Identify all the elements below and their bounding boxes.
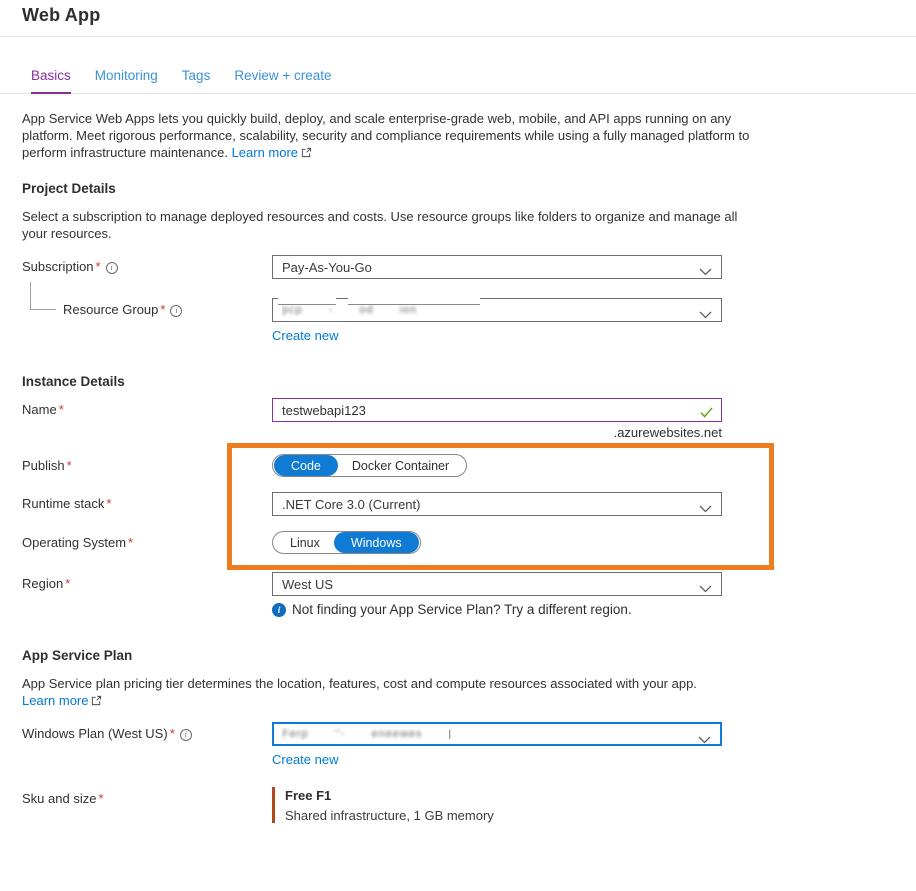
subscription-label-text: Subscription [22, 259, 94, 274]
runtime-stack-label [22, 492, 272, 511]
runtime-stack-dropdown[interactable] [272, 492, 722, 516]
redacted-fragment: ion [399, 304, 418, 316]
operating-system-label-text: Operating System [22, 535, 127, 550]
operating-system-label [22, 531, 272, 550]
tab-bar [0, 68, 916, 94]
name-input[interactable] [282, 403, 695, 418]
windows-plan-dropdown[interactable] [272, 722, 722, 746]
required-marker: * [160, 302, 166, 317]
windows-plan-value-redacted [282, 728, 452, 740]
subscription-dropdown[interactable] [272, 255, 722, 279]
info-icon[interactable]: i [180, 729, 192, 741]
required-marker: * [95, 259, 101, 274]
chevron-down-icon [699, 264, 712, 279]
redacted-fragment: Ferp [282, 728, 309, 740]
runtime-stack-value: .NET Core 3.0 (Current) [282, 496, 421, 512]
publish-option-code[interactable]: Code [274, 455, 338, 476]
app-service-plan-description [22, 675, 758, 710]
region-value: West US [282, 576, 334, 592]
chevron-down-icon [699, 307, 712, 322]
name-row [22, 398, 892, 440]
runtime-stack-row [22, 492, 892, 516]
highlighted-group [22, 454, 892, 554]
redacted-fragment: eneewes [371, 728, 423, 740]
tree-connector [30, 282, 56, 310]
intro-text: App Service Web Apps lets you quickly build, deploy, and scale enterprise-grade web, mobile, and API apps running on any platform. Meet rigorous performance, scalability, security and compliance requirements while using a fully managed platform to perform infrastructure maintenance. [22, 111, 750, 160]
sku-label [22, 787, 272, 806]
redacted-fragment: od [359, 304, 374, 316]
runtime-stack-label-text: Runtime stack [22, 496, 105, 511]
region-label [22, 572, 272, 591]
info-filled-icon: i [272, 603, 286, 617]
page-title: Web App [22, 5, 101, 25]
sku-name: Free F1 [285, 788, 332, 803]
redacted-fragment: - [328, 304, 334, 316]
resource-group-create-new-link[interactable]: Create new [272, 328, 339, 343]
windows-plan-create-new-link[interactable]: Create new [272, 752, 339, 767]
resource-group-label [22, 298, 272, 317]
windows-plan-label [22, 722, 272, 741]
resource-group-value-redacted [282, 304, 417, 316]
region-row [22, 572, 892, 617]
region-label-text: Region [22, 576, 64, 591]
operating-system-row [22, 531, 892, 554]
subscription-label [22, 255, 272, 274]
name-label-text: Name [22, 402, 57, 417]
intro-paragraph [22, 110, 758, 162]
windows-plan-row [22, 722, 892, 767]
tab-monitoring[interactable]: Monitoring [94, 68, 158, 83]
chevron-down-icon [699, 581, 712, 596]
external-link-icon [91, 693, 102, 710]
learn-more-label: Learn more [231, 145, 299, 160]
required-marker: * [169, 726, 175, 741]
publish-label-text: Publish [22, 458, 65, 473]
publish-toggle [272, 454, 467, 477]
region-info-message [272, 602, 722, 617]
domain-suffix: .azurewebsites.net [613, 425, 722, 440]
region-info-text: Not finding your App Service Plan? Try a different region. [292, 602, 632, 617]
resource-group-row [22, 298, 892, 343]
sku-description: Shared infrastructure, 1 GB memory [285, 808, 494, 823]
redacted-fragment: | [448, 728, 453, 740]
instance-details-heading: Instance Details [22, 374, 125, 389]
redacted-fragment: pcp [282, 304, 303, 316]
required-marker: * [65, 576, 71, 591]
name-label [22, 398, 272, 417]
tab-review-create[interactable]: Review + create [234, 68, 332, 83]
learn-more-label: Learn more [22, 693, 89, 708]
publish-row [22, 454, 892, 477]
intro-learn-more-link[interactable] [232, 145, 312, 160]
publish-label [22, 454, 272, 473]
os-option-windows[interactable]: Windows [334, 532, 419, 553]
tab-basics[interactable]: Basics [31, 68, 71, 94]
project-details-description: Select a subscription to manage deployed resources and costs. Use resource groups like folders to organize and manage all your resources. [22, 209, 738, 241]
required-marker: * [106, 496, 112, 511]
os-option-linux[interactable]: Linux [290, 535, 320, 550]
publish-option-docker[interactable]: Docker Container [351, 458, 450, 473]
subscription-value: Pay-As-You-Go [282, 259, 372, 275]
info-icon[interactable]: i [106, 262, 118, 274]
region-dropdown[interactable] [272, 572, 722, 596]
sku-summary[interactable] [272, 787, 722, 823]
project-details-heading: Project Details [22, 181, 116, 196]
windows-plan-label-text: Windows Plan (West US) [22, 726, 168, 741]
page-header [0, 0, 916, 37]
subscription-row [22, 255, 892, 279]
external-link-icon [301, 145, 312, 162]
asp-learn-more-link[interactable] [22, 693, 102, 708]
info-icon[interactable]: i [170, 305, 182, 317]
operating-system-toggle [272, 531, 421, 554]
redacted-fragment: ''- [334, 728, 346, 740]
required-marker: * [58, 402, 64, 417]
required-marker: * [128, 535, 134, 550]
sku-label-text: Sku and size [22, 791, 97, 806]
app-service-plan-heading: App Service Plan [22, 648, 133, 663]
required-marker: * [98, 791, 104, 806]
resource-group-label-text: Resource Group [63, 302, 159, 317]
asp-description-text: App Service plan pricing tier determines the location, features, cost and compute resources associated with your app. [22, 676, 697, 691]
tab-tags[interactable]: Tags [181, 68, 211, 83]
sku-row [22, 787, 892, 823]
resource-group-dropdown[interactable] [272, 298, 722, 322]
name-input-wrapper [272, 398, 722, 422]
chevron-down-icon [699, 501, 712, 516]
chevron-down-icon [698, 732, 711, 747]
required-marker: * [66, 458, 72, 473]
valid-check-icon [700, 406, 713, 421]
